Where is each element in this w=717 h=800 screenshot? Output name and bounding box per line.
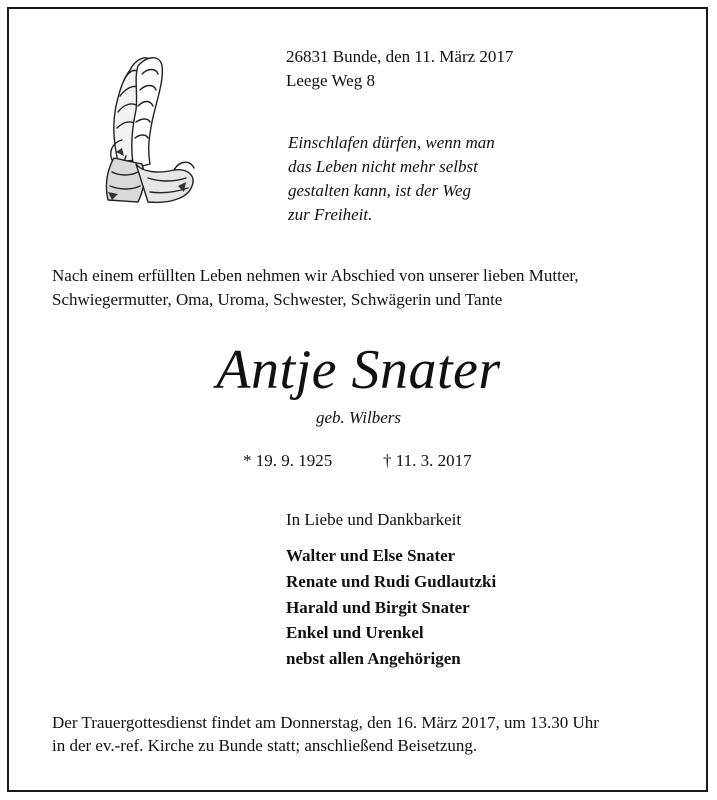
praying-hands-icon [78, 52, 208, 212]
motto-line: gestalten kann, ist der Weg [288, 181, 472, 200]
mourner-name: Renate und Rudi Gudlautzki [286, 572, 497, 591]
address-line-2: Leege Weg 8 [286, 71, 375, 90]
motto-line: Einschlafen dürfen, wenn man [288, 133, 495, 152]
birth-name: geb. Wilbers [316, 408, 401, 427]
mourner-name: Harald und Birgit Snater [286, 598, 470, 617]
mourner-name: Walter und Else Snater [286, 546, 456, 565]
death-date: † 11. 3. 2017 [383, 451, 472, 470]
motto-line: zur Freiheit. [288, 205, 373, 224]
service-line: Der Trauergottesdienst findet am Donnerstag, den 16. März 2017, um 13.30 Uhr [52, 713, 599, 732]
deceased-name: Antje Snater [216, 339, 501, 401]
mourners-intro: In Liebe und Dankbarkeit [286, 510, 462, 529]
service-line: in der ev.-ref. Kirche zu Bunde statt; anschließend Beisetzung. [52, 736, 478, 755]
address-line-1: 26831 Bunde, den 11. März 2017 [286, 47, 514, 66]
intro-line: Nach einem erfüllten Leben nehmen wir Abschied von unserer lieben Mutter, [52, 266, 579, 285]
birth-date: * 19. 9. 1925 [243, 451, 333, 470]
intro-line: Schwiegermutter, Oma, Uroma, Schwester, Schwägerin und Tante [52, 290, 503, 309]
motto-line: das Leben nicht mehr selbst [288, 157, 478, 176]
mourner-name: nebst allen Angehörigen [286, 649, 461, 668]
mourner-name: Enkel und Urenkel [286, 623, 424, 642]
